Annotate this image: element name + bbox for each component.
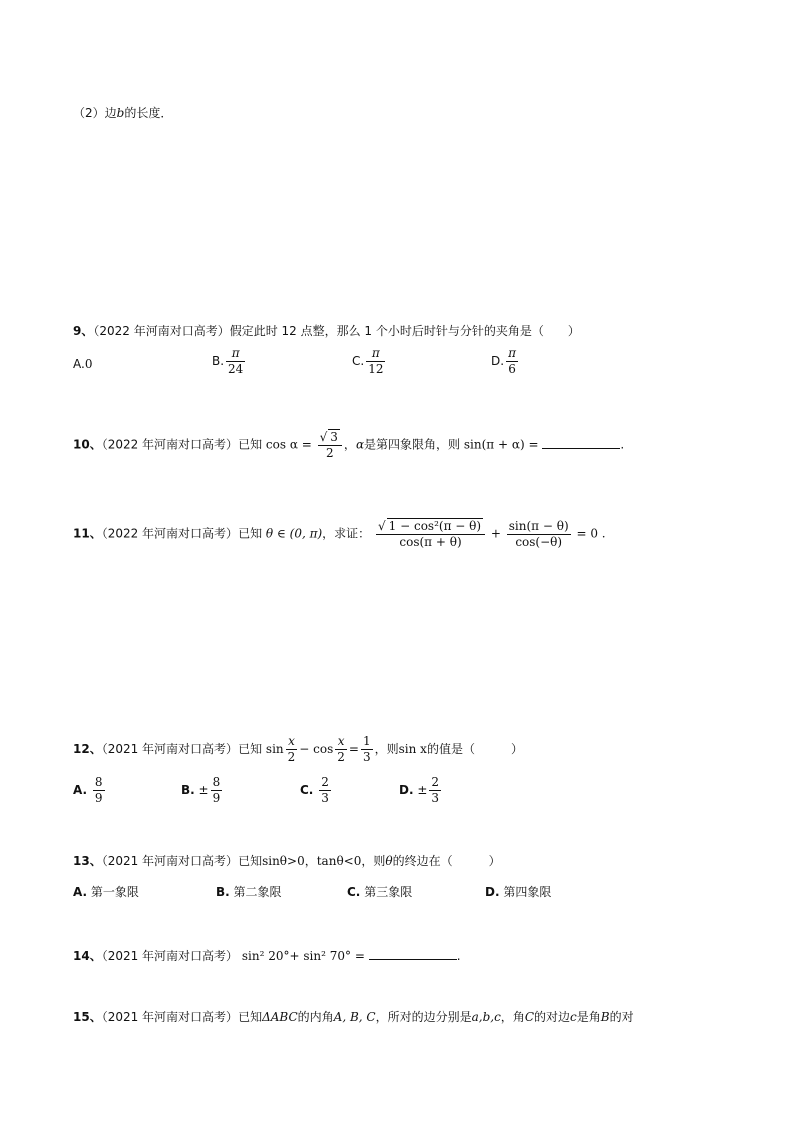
q11-number: 11、 [73, 526, 102, 541]
q14-expression: sin² 20°+ sin² 70° = [241, 949, 365, 963]
q11-fraction-1-denominator: cos(π + θ) [376, 534, 485, 550]
q9-option-c-label: C. [352, 354, 365, 368]
q10-fraction [318, 429, 342, 461]
q9-option-b-fraction [226, 346, 245, 377]
q15-angles: A, B, C [333, 1010, 376, 1024]
q13-stem [73, 852, 501, 869]
q9-option-d-fraction [506, 346, 518, 377]
q12-lead: 已知 [238, 742, 263, 756]
q10-answer-blank[interactable] [542, 436, 620, 449]
q11-sqrt-expression: 1 − cos²(π − θ) [388, 519, 482, 533]
q13-option-c-text: 第三象限 [364, 885, 413, 899]
q8-part2 [73, 104, 172, 121]
q13-theta: θ [385, 854, 393, 868]
q11-plus: + [490, 526, 501, 541]
q9-option-d-numerator: π [508, 346, 516, 360]
q10-mid-text: 是第四象限角，则 [364, 437, 461, 452]
q12-option-b[interactable] [181, 775, 224, 806]
q12-equals: = [348, 742, 359, 756]
q11-fraction-2-denominator: cos(−θ) [507, 534, 571, 550]
q11-source: （2022 年河南对口高考） [101, 526, 239, 541]
q9-option-a[interactable] [73, 357, 92, 371]
q13-option-d[interactable] [485, 883, 551, 900]
q9-number: 9、 [73, 324, 94, 338]
q13-condition-2: tanθ<0 [316, 854, 362, 868]
q11-rhs: = 0 . [576, 526, 606, 541]
q15-text-7: 的对 [609, 1010, 634, 1024]
q13-option-b-text: 第二象限 [233, 885, 282, 899]
q12-fraction-3-denominator: 3 [362, 750, 371, 764]
q13-text-2: ，则 [361, 854, 386, 868]
q8-var: b [116, 106, 125, 120]
q12-option-d[interactable] [399, 775, 443, 806]
q15-number: 15、 [73, 1010, 102, 1024]
q14-stem [73, 947, 461, 964]
q12-option-a-numerator: 8 [94, 775, 103, 789]
q11-fraction-2 [507, 519, 571, 550]
q10-end: . [620, 437, 625, 452]
q12-option-c-fraction [319, 775, 331, 806]
q15-sides: a,b,c [471, 1010, 501, 1024]
q14-source: （2021 年河南对口高考） [101, 949, 239, 963]
q12-sinx: sin x [398, 742, 427, 756]
q9-option-b-numerator: π [231, 346, 240, 360]
q12-option-c-label: C. [300, 783, 314, 797]
q13-option-d-text: 第四象限 [503, 885, 552, 899]
q10-fraction-denominator: 2 [318, 445, 342, 461]
q12-option-a-denominator: 9 [94, 791, 103, 805]
q12-source: （2021 年河南对口高考） [101, 742, 239, 756]
q13-option-c[interactable] [347, 883, 412, 900]
q10-fraction-numerator: √ 3 [319, 430, 338, 444]
q15-text-6: 是角 [576, 1010, 601, 1024]
q15-text-3: ，所对的边分别是 [375, 1010, 472, 1024]
q15-source: （2021 年河南对口高考） [101, 1010, 239, 1024]
q12-fraction-2 [335, 734, 347, 765]
q12-stem [73, 734, 523, 765]
q14-answer-blank[interactable] [369, 947, 457, 960]
q9-option-a-value: 0 [84, 357, 93, 371]
q15-text-1: 已知 [238, 1010, 263, 1024]
q12-fraction-2-numerator: x [337, 734, 345, 748]
q13-option-c-label: C. [347, 885, 361, 899]
q9-option-d[interactable] [491, 346, 520, 377]
q15-side-c: c [570, 1010, 577, 1024]
q13-condition-1: sinθ>0 [262, 854, 305, 868]
q10-lead: 已知 [238, 437, 263, 452]
q12-fraction-1-numerator: x [288, 734, 295, 748]
q12-fraction-3-numerator: 1 [362, 734, 371, 748]
q10-sin-expression: sin(π + α) = [463, 437, 539, 452]
q8-tail: 的长度． [124, 106, 173, 120]
q12-option-b-fraction [211, 775, 223, 806]
q12-option-d-denominator: 3 [431, 791, 440, 805]
q13-option-b[interactable] [216, 883, 282, 900]
q13-option-d-label: D. [485, 885, 500, 899]
q9-option-c-denominator: 12 [368, 362, 384, 376]
q10-cos-expression: cos α = [265, 437, 312, 452]
q12-number: 12、 [73, 742, 102, 756]
q13-text-1: 已知 [238, 854, 263, 868]
q12-option-a[interactable] [73, 775, 107, 806]
q12-tail: 的值是（ ） [426, 742, 523, 756]
q13-source: （2021 年河南对口高考） [101, 854, 239, 868]
q15-text-4: ，角 [500, 1010, 525, 1024]
q15-text-2: 的内角 [297, 1010, 334, 1024]
q12-option-c-numerator: 2 [321, 775, 329, 789]
q9-option-b-label: B. [212, 354, 225, 368]
q12-minus-cos: − cos [299, 742, 334, 756]
q12-option-b-sign: ± [198, 783, 209, 797]
q11-fraction-1-numerator: √ 1 − cos²(π − θ) [378, 519, 482, 533]
q13-text-3: 的终边在（ ） [392, 854, 501, 868]
q12-option-c-denominator: 3 [321, 791, 329, 805]
q12-option-d-fraction [429, 775, 441, 806]
q13-separator: ， [304, 854, 317, 868]
q15-text-5: 的对边 [534, 1010, 571, 1024]
q12-option-a-label: A. [73, 783, 88, 797]
q15-angle-b: B [600, 1010, 610, 1024]
q9-option-d-denominator: 6 [506, 361, 518, 377]
q12-option-d-numerator: 2 [431, 775, 440, 789]
q11-fraction-2-numerator: sin(π − θ) [508, 518, 569, 533]
q11-stem [73, 518, 606, 550]
q11-lead: 已知 [238, 526, 263, 541]
q13-option-a-label: A. [73, 885, 88, 899]
q10-comma: ， [343, 437, 356, 452]
q12-option-d-label: D. [399, 783, 414, 797]
q11-condition: θ ∈ (0, π) [265, 526, 323, 541]
q9-option-d-label: D. [491, 354, 505, 368]
q10-number: 10、 [73, 437, 102, 452]
q8-part2-label: （2）边 [73, 106, 117, 120]
q12-option-d-sign: ± [417, 783, 428, 797]
q9-option-a-label: A. [73, 357, 85, 371]
q12-fraction-3 [361, 734, 373, 765]
q13-option-b-label: B. [216, 885, 230, 899]
q15-triangle: ΔABC [262, 1010, 298, 1024]
q11-mid-text: ，求证： [322, 526, 371, 541]
q10-stem [73, 429, 624, 461]
q9-text: 假定此时 12 点整，那么 1 个小时后时针与分针的夹角是（ ） [229, 324, 580, 338]
q9-option-b[interactable] [212, 346, 247, 377]
q12-mid-text: ，则 [374, 742, 399, 756]
q12-fraction-2-denominator: 2 [337, 750, 345, 764]
q11-fraction-1 [376, 518, 485, 550]
q10-sqrt-value: 3 [330, 430, 338, 444]
q10-alpha: α [355, 437, 365, 452]
q12-option-a-fraction [93, 775, 105, 806]
q12-option-b-label: B. [181, 783, 195, 797]
q9-stem [73, 322, 580, 339]
q9-option-c[interactable] [352, 346, 387, 377]
q12-fraction-1 [286, 734, 298, 765]
q12-sin: sin [265, 742, 284, 756]
q13-option-a[interactable] [73, 883, 139, 900]
q12-option-b-numerator: 8 [212, 775, 221, 789]
q9-source: （2022 年河南对口高考） [93, 324, 230, 338]
q15-angle-c: C [524, 1010, 534, 1024]
q9-option-b-denominator: 24 [228, 362, 244, 376]
q13-option-a-text: 第一象限 [90, 885, 139, 899]
q13-number: 13、 [73, 854, 102, 868]
q12-option-c[interactable] [300, 775, 333, 806]
q12-fraction-1-denominator: 2 [287, 750, 296, 764]
q14-number: 14、 [73, 949, 102, 963]
q15-stem [73, 1008, 634, 1025]
q10-source: （2022 年河南对口高考） [101, 437, 239, 452]
q9-option-c-numerator: π [371, 346, 380, 360]
q14-end: . [456, 949, 461, 963]
q12-option-b-denominator: 9 [212, 791, 221, 805]
q9-option-c-fraction [366, 346, 385, 377]
